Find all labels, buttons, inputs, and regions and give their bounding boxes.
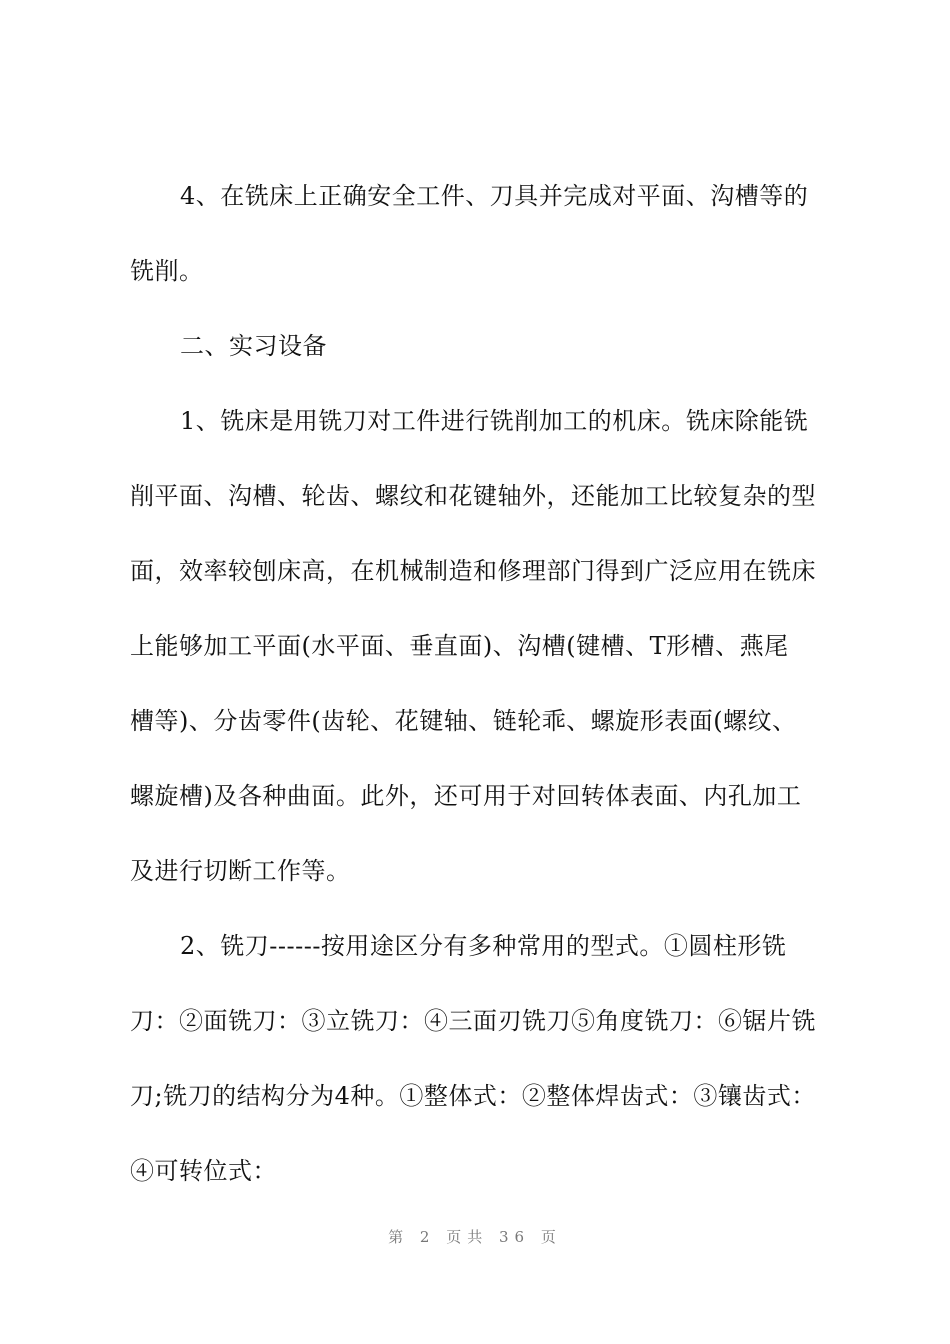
paragraph-line: 刀;铣刀的结构分为4种。①整体式：②整体焊齿式：③镶齿式： [130, 1082, 816, 1110]
paragraph-line: 削平面、沟槽、轮齿、螺纹和花键轴外，还能加工比较复杂的型 [130, 482, 816, 510]
paragraph-line: 1、铣床是用铣刀对工件进行铣削加工的机床。铣床除能铣 [180, 407, 809, 435]
section-heading: 二、实习设备 [180, 332, 327, 360]
paragraph-line: ④可转位式： [130, 1157, 277, 1185]
paragraph-line: 面，效率较刨床高，在机械制造和修理部门得到广泛应用在铣床 [130, 557, 816, 585]
paragraph-line: 2、铣刀------按用途区分有多种常用的型式。①圆柱形铣 [180, 932, 787, 960]
paragraph-line: 上能够加工平面(水平面、垂直面)、沟槽(键槽、T形槽、燕尾 [130, 632, 789, 660]
paragraph-line: 及进行切断工作等。 [130, 857, 351, 885]
page-number-footer: 第 2 页共 36 页 [388, 1228, 562, 1246]
paragraph-line: 4、在铣床上正确安全工件、刀具并完成对平面、沟槽等的 [180, 182, 809, 210]
paragraph-line: 铣削。 [130, 257, 204, 285]
paragraph-line: 刀：②面铣刀：③立铣刀：④三面刃铣刀⑤角度铣刀：⑥锯片铣 [130, 1007, 816, 1035]
paragraph-line: 槽等)、分齿零件(齿轮、花键轴、链轮乖、螺旋形表面(螺纹、 [130, 707, 797, 735]
paragraph-line: 螺旋槽)及各种曲面。此外，还可用于对回转体表面、内孔加工 [130, 782, 802, 810]
